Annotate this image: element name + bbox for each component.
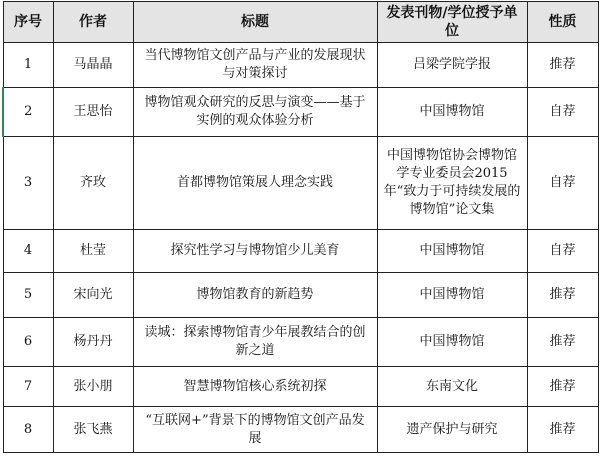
cell-number: 8 — [3, 407, 53, 453]
cell-source: 吕梁学院学报 — [377, 43, 527, 88]
cell-title: “互联网+”背景下的博物馆文创产品发展 — [133, 407, 377, 453]
cell-title: 读城：探索博物馆青少年展教结合的创新之道 — [133, 318, 377, 367]
cell-title: 智慧博物馆核心系统初探 — [133, 367, 377, 407]
cell-title: 探究性学习与博物馆少儿美育 — [133, 230, 377, 273]
cell-author: 杨丹丹 — [53, 318, 133, 367]
header-type: 性质 — [527, 2, 598, 43]
cell-number: 1 — [3, 43, 53, 88]
cell-type: 推荐 — [527, 43, 598, 88]
cell-author: 张飞燕 — [53, 407, 133, 453]
cell-type: 推荐 — [527, 407, 598, 453]
cell-number: 6 — [3, 318, 53, 367]
cell-title: 博物馆教育的新趋势 — [133, 273, 377, 318]
cell-type: 推荐 — [527, 367, 598, 407]
cell-source: 遗产保护与研究 — [377, 407, 527, 453]
cell-author: 齐玫 — [53, 137, 133, 230]
table-row — [3, 367, 598, 407]
cell-author: 张小朋 — [53, 367, 133, 407]
cell-source: 中国博物馆 — [377, 230, 527, 273]
header-source: 发表刊物/学位授予单位 — [377, 2, 527, 43]
header-title: 标题 — [133, 2, 377, 43]
cell-type: 推荐 — [527, 318, 598, 367]
table-row — [3, 230, 598, 273]
cell-title: 博物馆观众研究的反思与演变——基于实例的观众体验分析 — [133, 88, 377, 137]
cell-type: 推荐 — [527, 273, 598, 318]
table-header — [3, 2, 598, 43]
header-author: 作者 — [53, 2, 133, 43]
header-number: 序号 — [3, 2, 53, 43]
cell-title: 首都博物馆策展人理念实践 — [133, 137, 377, 230]
cell-source: 中国博物馆 — [377, 318, 527, 367]
table-row — [3, 273, 598, 318]
cell-number: 7 — [3, 367, 53, 407]
cell-number: 3 — [3, 137, 53, 230]
cell-number: 2 — [3, 88, 53, 137]
cell-source: 中国博物馆 — [377, 88, 527, 137]
cell-author: 杜莹 — [53, 230, 133, 273]
papers-table — [2, 1, 599, 453]
cell-source: 中国博物馆 — [377, 273, 527, 318]
cell-source: 中国博物馆协会博物馆学专业委员会2015年“致力于可持续发展的博物馆”论文集 — [377, 137, 527, 230]
table-row — [3, 137, 598, 230]
cell-type: 自荐 — [527, 137, 598, 230]
table-row — [3, 318, 598, 367]
table-row — [3, 407, 598, 453]
cell-type: 自荐 — [527, 230, 598, 273]
cell-title: 当代博物馆文创产品与产业的发展现状与对策探讨 — [133, 43, 377, 88]
cell-type: 自荐 — [527, 88, 598, 137]
cell-author: 王思怡 — [53, 88, 133, 137]
table-body — [3, 43, 598, 453]
cell-author: 马晶晶 — [53, 43, 133, 88]
cell-number: 4 — [3, 230, 53, 273]
table-row — [3, 88, 598, 137]
cell-author: 宋向光 — [53, 273, 133, 318]
table-row — [3, 43, 598, 88]
cell-number: 5 — [3, 273, 53, 318]
cell-source: 东南文化 — [377, 367, 527, 407]
header-row — [3, 2, 598, 43]
